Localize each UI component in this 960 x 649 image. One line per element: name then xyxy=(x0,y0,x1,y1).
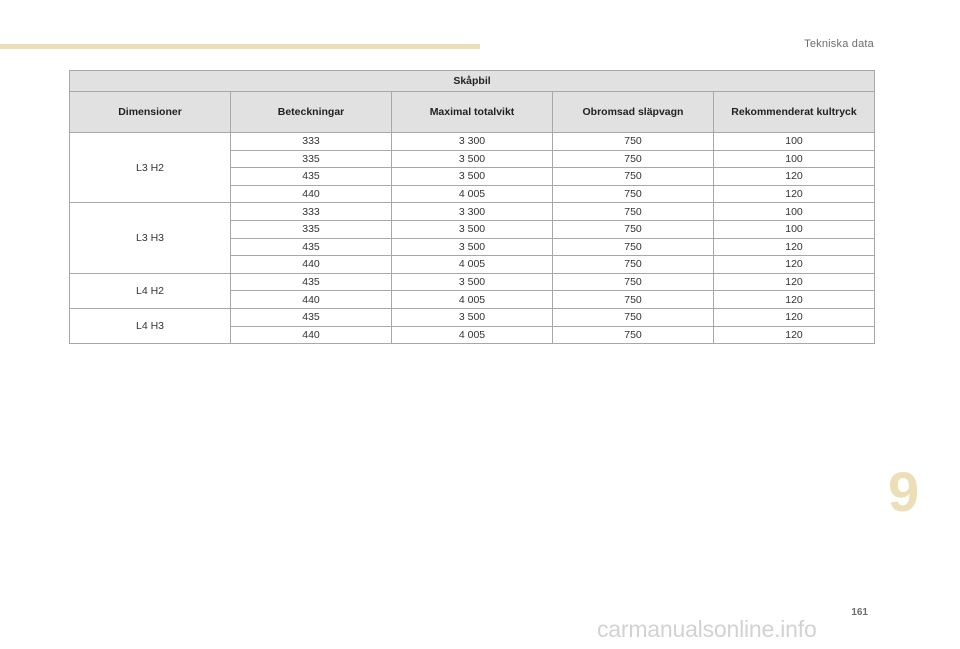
table-cell: 440 xyxy=(231,291,392,309)
table-cell: 750 xyxy=(553,220,714,238)
table-cell: 435 xyxy=(231,273,392,291)
table-cell: 100 xyxy=(714,133,875,151)
dimension-cell: L4 H3 xyxy=(70,308,231,343)
table-cell: 120 xyxy=(714,273,875,291)
table-cell: 100 xyxy=(714,203,875,221)
table-cell: 750 xyxy=(553,326,714,344)
column-header-towball-load: Rekommenderat kultryck xyxy=(714,92,875,133)
table-cell: 440 xyxy=(231,326,392,344)
header-accent-bar xyxy=(0,44,480,49)
table-cell: 750 xyxy=(553,185,714,203)
table-cell: 100 xyxy=(714,220,875,238)
table-cell: 4 005 xyxy=(392,291,553,309)
table-row xyxy=(70,203,875,221)
table-cell: 435 xyxy=(231,308,392,326)
table-cell: 333 xyxy=(231,203,392,221)
table-cell: 750 xyxy=(553,308,714,326)
watermark: carmanualsonline.info xyxy=(597,616,817,642)
table-cell: 100 xyxy=(714,150,875,168)
dimension-cell: L3 H2 xyxy=(70,133,231,203)
table-row xyxy=(70,133,875,151)
table-cell: 3 500 xyxy=(392,168,553,186)
table-cell: 3 300 xyxy=(392,133,553,151)
table-cell: 120 xyxy=(714,185,875,203)
table-cell: 3 500 xyxy=(392,238,553,256)
table-cell: 3 300 xyxy=(392,203,553,221)
column-header-designations: Beteckningar xyxy=(231,92,392,133)
table-cell: 3 500 xyxy=(392,150,553,168)
table-cell: 435 xyxy=(231,238,392,256)
table-cell: 750 xyxy=(553,168,714,186)
table-cell: 3 500 xyxy=(392,273,553,291)
table-cell: 750 xyxy=(553,203,714,221)
table-cell: 3 500 xyxy=(392,220,553,238)
table-group-title: Skåpbil xyxy=(70,71,875,92)
table-cell: 120 xyxy=(714,291,875,309)
column-header-unbraked-trailer: Obromsad släpvagn xyxy=(553,92,714,133)
table-cell: 120 xyxy=(714,326,875,344)
table-cell: 4 005 xyxy=(392,326,553,344)
table-row xyxy=(70,273,875,291)
chapter-number: 9 xyxy=(888,460,920,523)
table-cell: 3 500 xyxy=(392,308,553,326)
specification-table xyxy=(69,70,875,344)
table-cell: 750 xyxy=(553,273,714,291)
table-cell: 750 xyxy=(553,256,714,274)
table-cell: 333 xyxy=(231,133,392,151)
dimension-cell: L3 H3 xyxy=(70,203,231,273)
table-cell: 335 xyxy=(231,150,392,168)
table-cell: 440 xyxy=(231,185,392,203)
table-cell: 435 xyxy=(231,168,392,186)
column-header-max-weight: Maximal totalvikt xyxy=(392,92,553,133)
table-cell: 335 xyxy=(231,220,392,238)
table-cell: 750 xyxy=(553,133,714,151)
table-cell: 120 xyxy=(714,168,875,186)
dimension-cell: L4 H2 xyxy=(70,273,231,308)
table-cell: 750 xyxy=(553,150,714,168)
column-header-dimensions: Dimensioner xyxy=(70,92,231,133)
table-cell: 440 xyxy=(231,256,392,274)
table-cell: 4 005 xyxy=(392,256,553,274)
table-row xyxy=(70,308,875,326)
table-cell: 120 xyxy=(714,238,875,256)
table-cell: 750 xyxy=(553,238,714,256)
table-cell: 120 xyxy=(714,308,875,326)
table-cell: 120 xyxy=(714,256,875,274)
page-number: 161 xyxy=(851,607,868,618)
table-cell: 4 005 xyxy=(392,185,553,203)
table-cell: 750 xyxy=(553,291,714,309)
table-body xyxy=(70,133,875,344)
section-title: Tekniska data xyxy=(804,38,874,50)
